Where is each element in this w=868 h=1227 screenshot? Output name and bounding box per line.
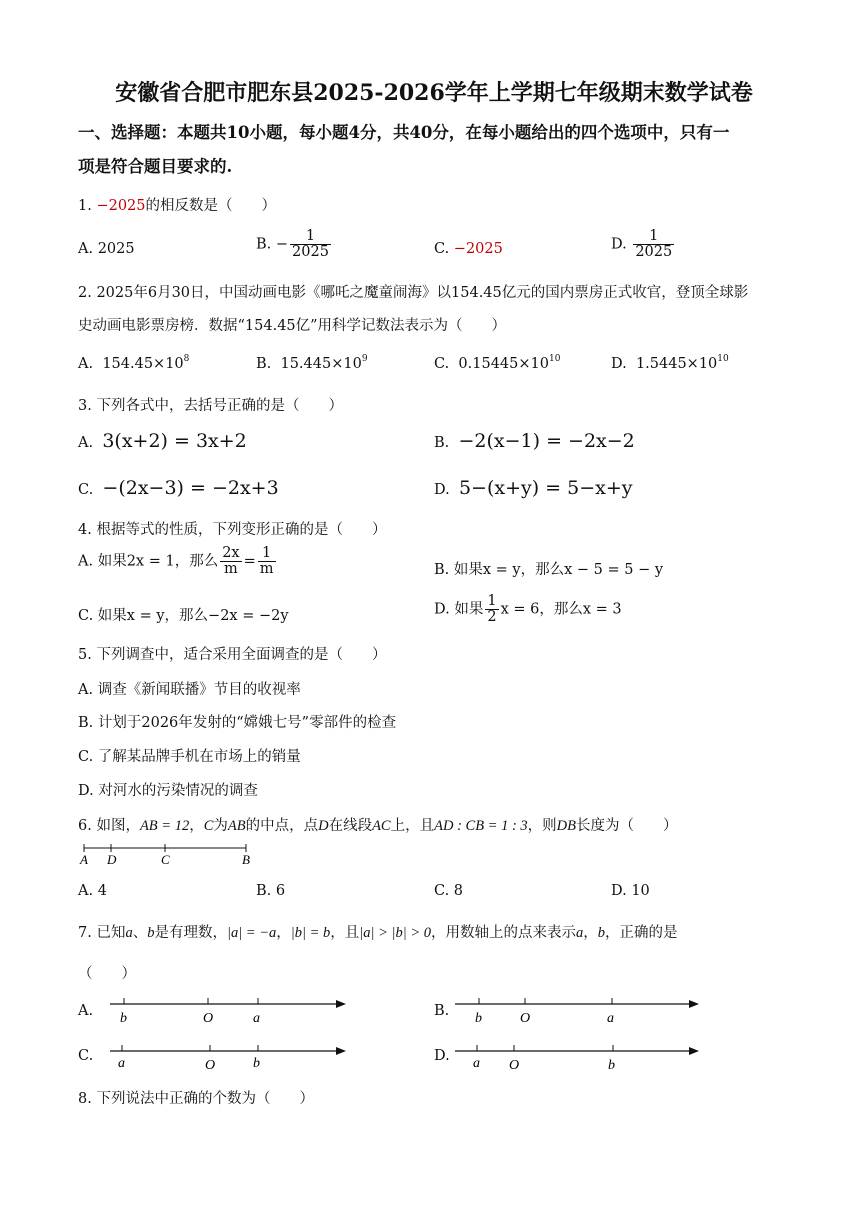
arrow-icon (689, 1047, 699, 1055)
q1-option-b[interactable]: B. − $\frac{1}{2025}$ (256, 228, 329, 261)
question-2-line1: 2. 2025年6月30日，中国动画电影《哪吒之魔童闹海》以154.45亿元的国内票房正式收官，登顶全球影 (78, 285, 749, 301)
q4-option-d[interactable]: D. 如果 $\frac{1}{2}$ x = 6，那么x = 3 (434, 593, 622, 626)
q2-option-d[interactable]: D. $1.5445\times 10^{10}$ (611, 354, 729, 372)
section-header-line2: 项是符合题目要求的. (78, 157, 233, 176)
q2-option-a[interactable]: A. $154.45\times 10^8$ (78, 354, 190, 372)
q5-option-c[interactable]: C. 了解某品牌手机在市场上的销量 (78, 749, 301, 765)
q5-option-d[interactable]: D. 对河水的污染情况的调查 (78, 783, 258, 799)
point-c-label: C (161, 852, 170, 867)
svg-text:b: b (475, 1011, 482, 1026)
q4-option-b[interactable]: B. 如果x = y，那么x − 5 = 5 − y (434, 562, 664, 578)
q6-option-c[interactable]: C. 8 (434, 883, 464, 899)
question-8-stem: 8. 下列说法中正确的个数为（ ） (78, 1091, 314, 1107)
svg-text:a: a (253, 1011, 260, 1026)
arrow-icon (689, 1000, 699, 1008)
question-3-stem: 3. 下列各式中，去括号正确的是（ ） (78, 398, 343, 414)
question-2-line2: 史动画电影票房榜．数据“154.45亿”用科学记数法表示为（ ） (78, 318, 507, 334)
svg-text:b: b (253, 1056, 260, 1071)
q1-option-d[interactable]: D. $\frac{1}{2025}$ (611, 228, 673, 261)
question-1-stem: 1. −2025的相反数是（ ） (78, 198, 277, 214)
svg-text:a: a (118, 1056, 125, 1071)
q6-option-d[interactable]: D. 10 (611, 883, 650, 899)
q2-option-b[interactable]: B. $15.445\times 10^9$ (256, 354, 368, 372)
page-title: 安徽省合肥市肥东县2025-2026学年上学期七年级期末数学试卷 (115, 80, 753, 106)
q3-option-a[interactable]: A. 3(x+2) = 3x+2 (78, 430, 247, 452)
point-a-label: A (80, 852, 88, 867)
q1-option-a[interactable]: A. 2025 (78, 241, 135, 257)
question-7-stem: 7. 已知a、b是有理数，|a| = −a，|b| = b，且|a| > |b| > 0，用数轴上的点来表示a，b，正确的是 (78, 925, 678, 941)
arrow-icon (336, 1000, 346, 1008)
arrow-icon (336, 1047, 346, 1055)
point-d-label: D (107, 852, 117, 867)
svg-text:b: b (120, 1011, 127, 1026)
q4-option-a[interactable]: A. 如果2x = 1，那么 $\frac{2x}{m}$ = $\frac{1}{m}$ (78, 545, 274, 578)
q3-option-b[interactable]: B. −2(x−1) = −2x−2 (434, 430, 635, 452)
question-4-stem: 4. 根据等式的性质，下列变形正确的是（ ） (78, 522, 387, 538)
q1-option-c[interactable]: C. −2025 (434, 241, 503, 257)
q5-option-a[interactable]: A. 调查《新闻联播》节目的收视率 (78, 682, 301, 698)
q7-option-b-number-line[interactable] (455, 994, 705, 1028)
question-7-paren: （ ） (78, 966, 136, 982)
q7-option-a-number-line[interactable] (110, 994, 355, 1028)
q7-option-d-number-line[interactable] (455, 1041, 705, 1075)
q7-option-c-number-line[interactable] (110, 1041, 355, 1075)
point-b-label: B (242, 852, 250, 867)
q6-option-b[interactable]: B. 6 (256, 883, 286, 899)
q5-option-b[interactable]: B. 计划于2026年发射的“嫦娥七号”零部件的检查 (78, 715, 397, 731)
q6-option-a[interactable]: A. 4 (78, 883, 107, 899)
q1-expression: −2025 (96, 198, 146, 214)
q7-option-b-label[interactable]: B. (434, 1003, 450, 1019)
svg-text:a: a (473, 1056, 480, 1071)
q3-option-d[interactable]: D. 5−(x+y) = 5−x+y (434, 477, 633, 499)
q4-option-c[interactable]: C. 如果x = y，那么−2x = −2y (78, 608, 289, 624)
svg-text:O: O (520, 1011, 531, 1026)
svg-text:O: O (205, 1058, 216, 1073)
question-6-stem: 6. 如图，AB = 12，C为AB的中点，点D在线段AC上，且AD : CB = 1 : 3，则DB长度为（ ） (78, 818, 678, 834)
svg-text:a: a (607, 1011, 614, 1026)
section-header-line1: 一、选择题：本题共10小题，每小题4分，共40分，在每小题给出的四个选项中，只有一 (78, 123, 730, 142)
svg-text:O: O (203, 1011, 214, 1026)
q7-option-c-label[interactable]: C. (78, 1048, 94, 1064)
q7-option-a-label[interactable]: A. (78, 1003, 94, 1019)
svg-text:b: b (608, 1058, 615, 1073)
q7-option-d-label[interactable]: D. (434, 1048, 450, 1064)
q3-option-c[interactable]: C. −(2x−3) = −2x+3 (78, 477, 279, 499)
q2-option-c[interactable]: C. $0.15445\times 10^{10}$ (434, 354, 561, 372)
svg-text:O: O (509, 1058, 520, 1073)
question-5-stem: 5. 下列调查中，适合采用全面调查的是（ ） (78, 647, 387, 663)
q6-segment-figure (78, 840, 268, 870)
